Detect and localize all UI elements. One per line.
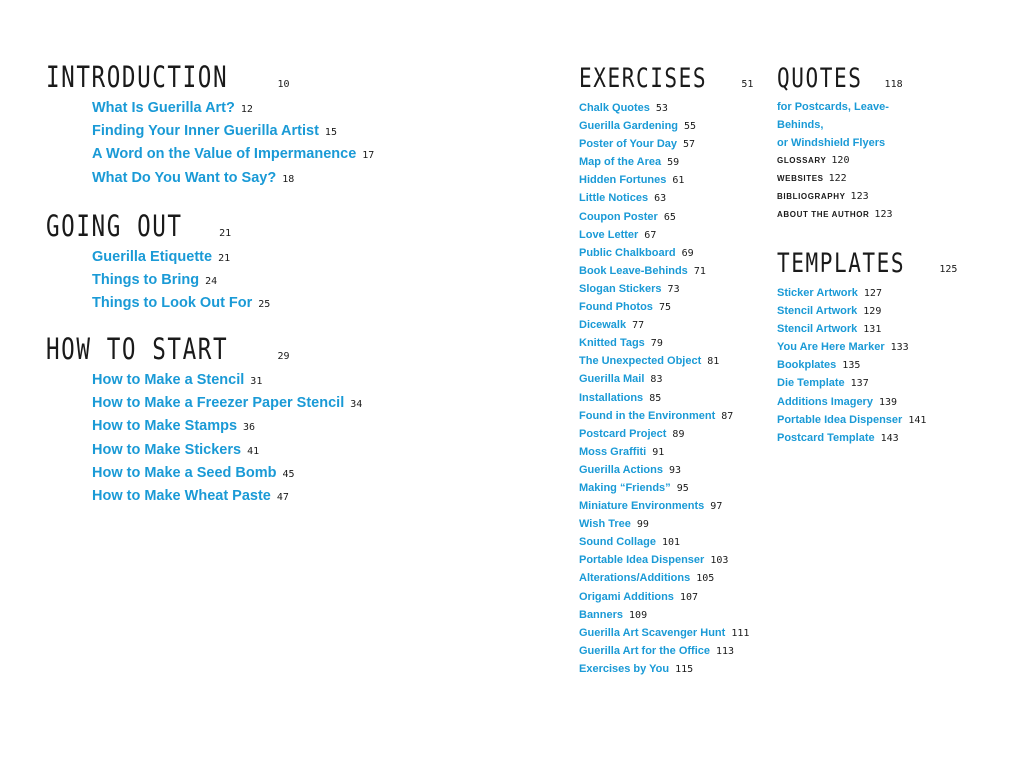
entry-page: 12: [240, 104, 253, 115]
entry-page: 25: [258, 299, 271, 311]
section-templates: [777, 250, 957, 446]
entry-title: Guerilla Art Scavenger Hunt: [579, 626, 726, 639]
toc-entry[interactable]: [92, 368, 362, 391]
entry-page: 61: [672, 175, 685, 187]
toc-entry[interactable]: [579, 388, 753, 406]
entry-title: Things to Bring: [92, 272, 200, 289]
entry-page: 85: [649, 392, 662, 404]
section-page-number: 51: [741, 79, 754, 90]
entry-page: 41: [247, 445, 260, 457]
toc-entry[interactable]: [579, 279, 753, 297]
entry-page: 89: [672, 428, 685, 440]
toc-entry[interactable]: [777, 319, 957, 337]
entry-page: 53: [655, 103, 668, 114]
toc-entry[interactable]: [777, 283, 957, 301]
entry-list: [777, 283, 957, 446]
toc-entry[interactable]: [579, 98, 753, 116]
section-heading: [579, 65, 753, 92]
section-exercises: [579, 65, 753, 677]
toc-entry[interactable]: [92, 142, 374, 165]
entry-list: [92, 96, 374, 189]
toc-entry[interactable]: [777, 355, 957, 373]
entry-page: 69: [681, 247, 694, 259]
entry-title: You Are Here Marker: [777, 341, 885, 354]
entry-page: 143: [880, 432, 899, 444]
entry-page: 131: [863, 324, 882, 336]
entry-title: How to Make a Freezer Paper Stencil: [92, 395, 345, 412]
entry-page: 93: [668, 464, 681, 476]
entry-title: Portable Idea Dispenser: [579, 554, 705, 567]
entry-page: 55: [684, 121, 697, 133]
section-quotes: [777, 65, 903, 152]
toc-entry[interactable]: [92, 414, 362, 437]
entry-page: 77: [632, 320, 645, 332]
entry-page: 79: [650, 338, 663, 350]
entry-title: Moss Graffiti: [579, 445, 647, 458]
toc-entry[interactable]: [92, 268, 270, 291]
toc-entry[interactable]: [777, 301, 957, 319]
quotes-description-line: or Windshield Flyers: [777, 137, 886, 149]
toc-entry[interactable]: [579, 460, 753, 478]
entry-page: 123: [850, 191, 869, 202]
section-heading: [777, 65, 903, 92]
entry-title: Making “Friends”: [579, 481, 671, 494]
section-heading: [777, 250, 957, 277]
entry-title: Stencil Artwork: [777, 323, 858, 336]
entry-page: 47: [276, 491, 289, 503]
toc-entry[interactable]: [579, 442, 753, 460]
entry-title: Portable Idea Dispenser: [777, 413, 903, 426]
toc-entry[interactable]: [579, 170, 753, 188]
entry-title: How to Make a Stencil: [92, 372, 245, 388]
entry-page: 105: [696, 573, 715, 585]
entry-page: 127: [863, 288, 882, 299]
toc-entry[interactable]: [92, 484, 362, 507]
entry-title: Miniature Environments: [579, 500, 705, 513]
entry-title: Public Chalkboard: [579, 246, 676, 259]
toc-entry[interactable]: [579, 406, 753, 424]
toc-entry[interactable]: [579, 351, 753, 369]
entry-title: What Do You Want to Say?: [92, 169, 277, 186]
section-title: QUOTES: [777, 63, 863, 94]
entry-page: 137: [850, 378, 869, 390]
toc-entry[interactable]: [579, 478, 753, 496]
entry-title: Coupon Poster: [579, 210, 658, 223]
toc-entry[interactable]: [579, 134, 753, 152]
entry-title: Banners: [579, 608, 624, 621]
section-page-number: 10: [277, 79, 290, 90]
entry-page: 45: [282, 468, 295, 480]
entry-page: 63: [654, 193, 667, 205]
entry-page: 103: [710, 555, 729, 567]
entry-page: 139: [878, 396, 898, 408]
entry-page: 67: [644, 229, 657, 241]
toc-entry[interactable]: [579, 659, 753, 677]
section-introduction: [46, 60, 375, 189]
entry-page: 101: [662, 537, 681, 549]
entry-page: 133: [890, 342, 909, 354]
section-how-to-start: [46, 332, 363, 507]
section-title: TEMPLATES: [777, 248, 906, 279]
entry-page: 111: [731, 627, 750, 639]
entry-page: 65: [663, 211, 676, 223]
entry-title: Installations: [579, 391, 644, 404]
entry-page: 95: [676, 482, 689, 494]
entry-title: Chalk Quotes: [579, 102, 650, 114]
entry-title: Guerilla Gardening: [579, 120, 679, 133]
toc-entry[interactable]: [579, 207, 753, 225]
section-heading: [46, 209, 270, 243]
entry-title: Sound Collage: [579, 536, 656, 549]
toc-entry[interactable]: [92, 96, 374, 119]
section-page-number: 29: [277, 351, 290, 362]
entry-title: How to Make Wheat Paste: [92, 487, 271, 504]
entry-title: Dicewalk: [579, 319, 627, 332]
toc-entry[interactable]: [579, 550, 753, 568]
entry-title: How to Make Stamps: [92, 418, 238, 435]
entry-title: Found in the Environment: [579, 409, 716, 422]
entry-title: How to Make a Seed Bomb: [92, 464, 277, 481]
section-title: GOING OUT: [46, 209, 183, 243]
toc-entry[interactable]: [579, 297, 753, 315]
entry-page: 141: [908, 414, 927, 426]
entry-title: Little Notices: [579, 192, 649, 205]
section-heading: [46, 332, 362, 366]
back-matter-entry[interactable]: [777, 168, 892, 186]
entry-title: Die Template: [777, 377, 845, 390]
section-title: HOW TO START: [46, 332, 229, 366]
entry-title: BIBLIOGRAPHY: [777, 192, 846, 201]
back-matter-entry[interactable]: [777, 150, 892, 168]
entry-page: 113: [716, 645, 735, 657]
section-page-number: 21: [219, 228, 232, 239]
toc-entry[interactable]: [579, 605, 753, 623]
back-matter: [777, 150, 892, 222]
entry-page: 107: [679, 591, 698, 603]
toc-entry[interactable]: [579, 641, 753, 659]
toc-entry[interactable]: [777, 392, 957, 410]
entry-title: Hidden Fortunes: [579, 174, 667, 187]
section-title: EXERCISES: [579, 63, 708, 94]
entry-title: Origami Additions: [579, 590, 674, 603]
toc-entry[interactable]: [579, 369, 753, 387]
entry-page: 81: [707, 356, 720, 368]
entry-page: 109: [629, 609, 648, 621]
toc-entry[interactable]: [92, 119, 374, 142]
section-page-number: 125: [939, 264, 958, 275]
entry-page: 71: [693, 265, 706, 277]
quotes-description-line: for Postcards, Leave-Behinds,: [777, 101, 889, 131]
entry-page: 24: [205, 276, 218, 288]
entry-page: 34: [350, 399, 363, 411]
toc-entry[interactable]: [92, 438, 362, 461]
entry-title: Guerilla Etiquette: [92, 249, 213, 265]
entry-page: 122: [828, 173, 847, 184]
entry-page: 75: [658, 302, 671, 314]
entry-page: 83: [650, 374, 663, 386]
toc-entry[interactable]: [579, 587, 753, 605]
entry-page: 59: [667, 157, 680, 169]
entry-page: 57: [683, 139, 696, 151]
entry-page: 17: [362, 150, 375, 162]
entry-page: 115: [675, 663, 694, 675]
entry-title: What Is Guerilla Art?: [92, 100, 235, 116]
toc-entry[interactable]: [92, 245, 270, 268]
entry-page: 18: [282, 173, 295, 185]
back-matter-entry[interactable]: [777, 204, 892, 222]
toc-entry[interactable]: [777, 373, 957, 391]
toc-entry[interactable]: [579, 623, 753, 641]
entry-title: Poster of Your Day: [579, 138, 678, 151]
entry-title: Sticker Artwork: [777, 287, 858, 299]
toc-entry[interactable]: [92, 461, 362, 484]
entry-title: Knitted Tags: [579, 337, 645, 350]
entry-title: Wish Tree: [579, 518, 631, 531]
entry-page: 91: [652, 446, 665, 458]
entry-title: Additions Imagery: [777, 395, 873, 408]
section-page-number: 118: [884, 79, 903, 90]
entry-page: 73: [667, 283, 680, 295]
toc-entry[interactable]: [92, 166, 374, 189]
entry-page: 36: [243, 422, 256, 434]
entry-title: How to Make Stickers: [92, 441, 242, 458]
entry-title: Book Leave-Behinds: [579, 264, 688, 277]
entry-page: 21: [218, 253, 231, 264]
entry-title: The Unexpected Object: [579, 355, 702, 368]
entry-page: 123: [874, 209, 893, 220]
back-matter-list: [777, 150, 892, 222]
entry-title: Postcard Project: [579, 427, 667, 440]
entry-title: Guerilla Mail: [579, 373, 645, 386]
entry-page: 135: [842, 360, 861, 372]
toc-entry[interactable]: [579, 152, 753, 170]
toc-entry[interactable]: [579, 424, 753, 442]
entry-page: 120: [831, 155, 850, 166]
entry-list: [92, 245, 270, 315]
toc-entry[interactable]: [579, 243, 753, 261]
entry-page: 97: [710, 501, 723, 513]
section-going-out: [46, 209, 271, 315]
section-heading: [46, 60, 374, 94]
toc-entry[interactable]: [579, 261, 753, 279]
entry-page: 87: [721, 410, 734, 422]
toc-entry[interactable]: [777, 428, 957, 446]
toc-entry[interactable]: [92, 291, 270, 314]
entry-page: 15: [324, 127, 337, 139]
entry-title: Alterations/Additions: [579, 572, 691, 585]
entry-title: Guerilla Actions: [579, 463, 663, 476]
entry-title: WEBSITES: [777, 174, 824, 183]
entry-title: Finding Your Inner Guerilla Artist: [92, 123, 319, 140]
entry-title: GLOSSARY: [777, 156, 827, 165]
toc-entry[interactable]: [92, 391, 362, 414]
entry-page: 129: [863, 306, 882, 318]
entry-title: Found Photos: [579, 301, 653, 314]
entry-title: Love Letter: [579, 228, 639, 241]
section-title: INTRODUCTION: [46, 60, 229, 94]
entry-title: ABOUT THE AUTHOR: [777, 210, 870, 219]
toc-entry[interactable]: [777, 410, 957, 428]
entry-title: Bookplates: [777, 359, 837, 372]
toc-entry[interactable]: [777, 337, 957, 355]
entry-list: [92, 368, 362, 507]
toc-entry[interactable]: [579, 188, 753, 206]
toc-entry[interactable]: [579, 568, 753, 586]
entry-page: 99: [636, 519, 649, 531]
toc-entry[interactable]: [579, 315, 753, 333]
quotes-description[interactable]: [777, 98, 903, 152]
entry-title: Postcard Template: [777, 431, 875, 444]
entry-title: Things to Look Out For: [92, 295, 253, 312]
toc-entry[interactable]: [579, 514, 753, 532]
entry-title: Slogan Stickers: [579, 282, 662, 295]
entry-title: Guerilla Art for the Office: [579, 644, 711, 657]
entry-title: Map of the Area: [579, 156, 662, 169]
entry-page: 31: [250, 376, 263, 387]
toc-entry[interactable]: [579, 496, 753, 514]
entry-title: Stencil Artwork: [777, 305, 858, 318]
entry-title: Exercises by You: [579, 662, 670, 675]
toc-entry[interactable]: [579, 532, 753, 550]
back-matter-entry[interactable]: [777, 186, 892, 204]
toc-entry[interactable]: [579, 225, 753, 243]
entry-title: A Word on the Value of Impermanence: [92, 146, 357, 163]
toc-entry[interactable]: [579, 116, 753, 134]
toc-entry[interactable]: [579, 333, 753, 351]
entry-list: [579, 98, 753, 677]
